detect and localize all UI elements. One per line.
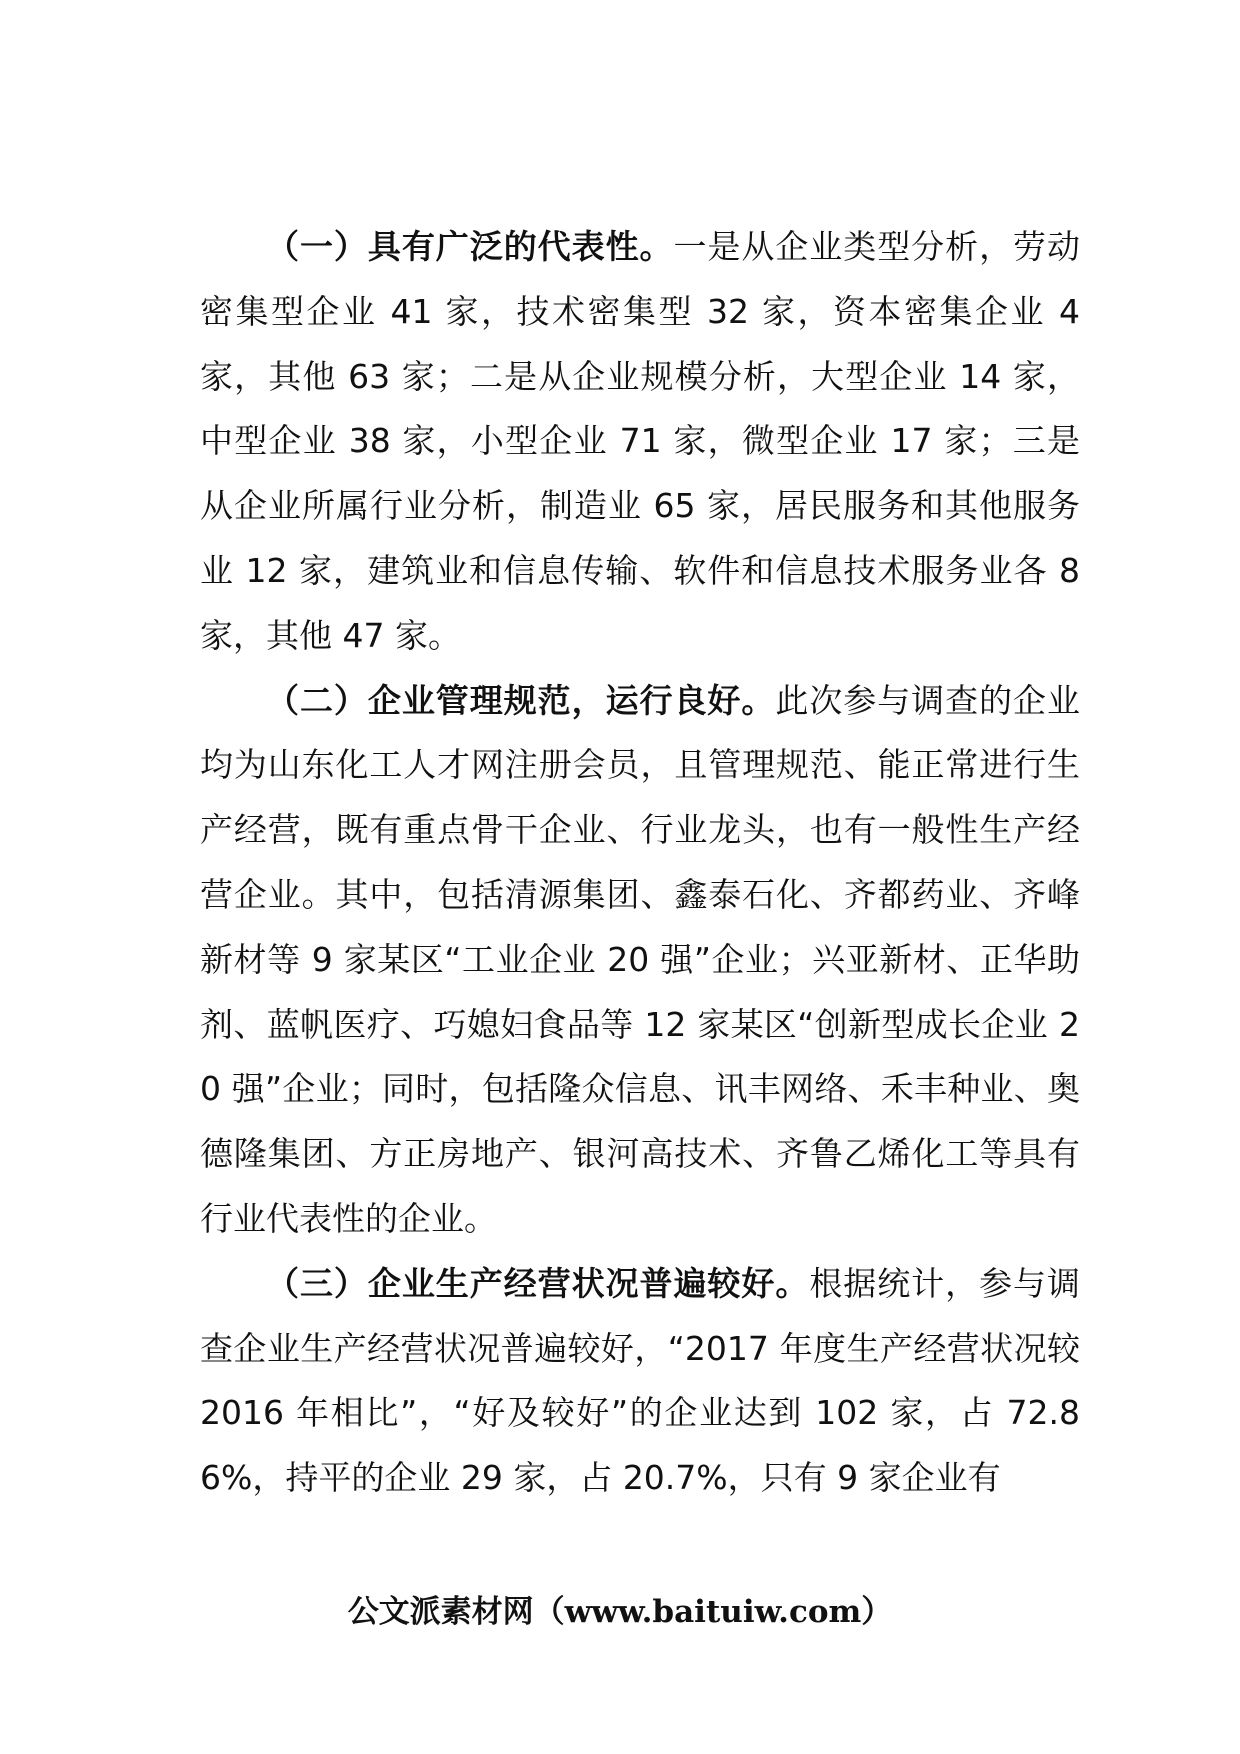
- footer-source-note: 公文派素材网（www.baituiw.com）: [347, 1594, 893, 1630]
- paragraph-management: [200, 669, 1080, 1252]
- section-text-3: 根据统计，参与调查企业生产经营状况普遍较好，“2017 年度生产经营状况较 2016 年相比”，“好及较好”的企业达到 102 家，占 72.86%，持平的企业 29 家，占 20.7%，只有 9 家企业有: [200, 1263, 1081, 1498]
- paragraph-operations: [200, 1252, 1080, 1511]
- section-text-2: 此次参与调查的企业均为山东化工人才网注册会员，且管理规范、能正常进行生产经营，既有重点骨干企业、行业龙头，也有一般性生产经营企业。其中，包括清源集团、鑫泰石化、齐都药业、齐峰新材等 9 家某区“工业企业 20 强”企业；兴亚新材、正华助剂、蓝帆医疗、巧媳妇食品等 12 家某区“创新型成长企业 20 强”企业；同时，包括隆众信息、讯丰网络、禾丰种业、奥德隆集团、方正房地产、银河高技术、齐鲁乙烯化工等具有行业代表性的企业。: [200, 680, 1081, 1238]
- document-body: [200, 215, 1080, 1511]
- section-heading-1: （一）具有广泛的代表性。: [266, 227, 674, 266]
- section-text-1: 一是从企业类型分析，劳动密集型企业 41 家，技术密集型 32 家，资本密集企业 4 家，其他 63 家；二是从企业规模分析，大型企业 14 家，中型企业 38 家，小型企业 71 家，微型企业 17 家；三是从企业所属行业分析，制造业 65 家，居民服务和其他服务业 12 家，建筑业和信息传输、软件和信息技术服务业各 8 家，其他 47 家。: [200, 227, 1081, 655]
- section-heading-2: （二）企业管理规范，运行良好。: [266, 680, 776, 720]
- section-heading-3: （三）企业生产经营状况普遍较好。: [266, 1263, 810, 1303]
- paragraph-representativeness: [200, 215, 1080, 669]
